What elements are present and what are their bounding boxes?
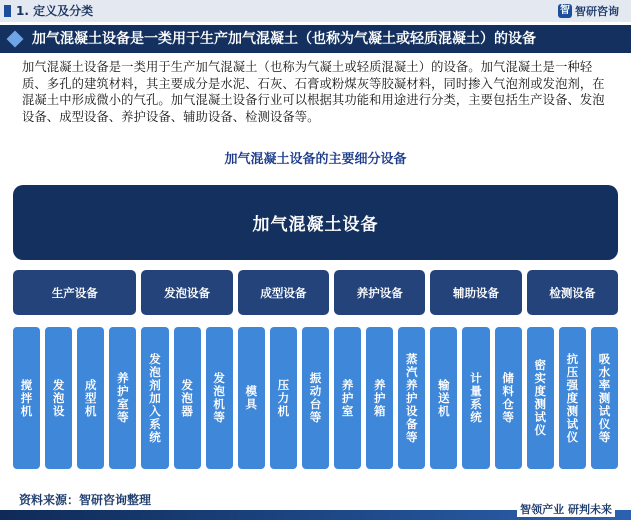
equipment-node	[462, 327, 489, 469]
category-label: 辅助设备	[453, 285, 500, 300]
equipment-label: 发泡设	[51, 378, 66, 418]
brand-logo	[558, 3, 619, 19]
category-node	[141, 270, 232, 315]
equipment-label: 吸水率测试仪等	[597, 352, 612, 444]
category-label: 生产设备	[51, 285, 98, 300]
equipment-label: 密实度测试仪	[533, 359, 548, 437]
equipment-label: 发泡剂加入系统	[147, 352, 162, 444]
equipment-label: 计量系统	[469, 372, 484, 424]
equipment-node	[334, 327, 361, 469]
section-title: 1. 定义及分类	[16, 4, 94, 18]
equipment-node	[238, 327, 265, 469]
equipment-node	[302, 327, 329, 469]
equipment-label: 蒸汽养护设备等	[404, 352, 419, 444]
equipment-label: 搅拌机	[19, 378, 34, 418]
category-node	[430, 270, 521, 315]
equipment-label: 发泡器	[180, 378, 195, 418]
equipment-node	[141, 327, 168, 469]
source-note: 资料来源：智研咨询整理	[19, 493, 152, 507]
equipment-label: 抗压强度测试仪	[565, 352, 580, 444]
diamond-icon	[7, 31, 24, 48]
equipment-node	[430, 327, 457, 469]
diagram-root-node	[13, 185, 618, 260]
category-node	[13, 270, 136, 315]
equipment-node	[559, 327, 586, 469]
equipment-node	[495, 327, 522, 469]
headline-banner	[0, 25, 631, 53]
equipment-label: 压力机	[276, 378, 291, 418]
equipment-node	[77, 327, 104, 469]
equipment-label: 养护室等	[115, 372, 130, 424]
category-node	[527, 270, 618, 315]
equipment-node	[270, 327, 297, 469]
equipment-node	[398, 327, 425, 469]
equipment-node	[13, 327, 40, 469]
equipment-label: 振动台等	[308, 372, 323, 424]
equipment-label: 发泡机等	[212, 372, 227, 424]
diagram-title: 加气混凝土设备的主要细分设备	[224, 152, 407, 167]
category-label: 养护设备	[356, 285, 403, 300]
equipment-node	[45, 327, 72, 469]
category-node	[334, 270, 425, 315]
equipment-node	[366, 327, 393, 469]
equipment-node	[206, 327, 233, 469]
equipment-label: 养护室	[340, 378, 355, 418]
equipment-node	[174, 327, 201, 469]
equipment-label: 模具	[244, 385, 259, 411]
section-header	[0, 0, 631, 22]
intro-paragraph: 加气混凝土设备是一类用于生产加气混凝土（也称为气凝土或轻质混凝土）的设备。加气混凝土是一种轻质、多孔的建筑材料，其主要成分是水泥、石灰、石膏或粉煤灰等胶凝材料，同时掺入气泡剂或发泡剂，在混凝土中形成微小的气孔。加气混凝土设备行业可以根据其功能和用途进行分类，主要包括生产设备、发泡设备、成型设备、养护设备、辅助设备、检测设备等。	[22, 60, 605, 124]
category-label: 成型设备	[260, 285, 307, 300]
diagram-root-label: 加气混凝土设备	[252, 215, 379, 235]
section-marker	[4, 5, 11, 17]
equipment-label: 成型机	[83, 378, 98, 418]
equipment-node	[109, 327, 136, 469]
footer-slogan: 智领产业 研判未来	[517, 501, 615, 517]
brand-logo-text: 智研咨询	[575, 5, 619, 18]
equipment-label: 养护箱	[372, 378, 387, 418]
equipment-node	[591, 327, 618, 469]
headline: 加气混凝土设备是一类用于生产加气混凝土（也称为气凝土或轻质混凝土）的设备	[32, 31, 536, 47]
brand-logo-icon: 智	[560, 5, 570, 16]
category-label: 发泡设备	[164, 285, 211, 300]
equipment-node	[527, 327, 554, 469]
equipment-label: 储料仓等	[501, 372, 516, 424]
category-label: 检测设备	[549, 285, 596, 300]
category-node	[238, 270, 329, 315]
equipment-label: 输送机	[436, 378, 451, 418]
